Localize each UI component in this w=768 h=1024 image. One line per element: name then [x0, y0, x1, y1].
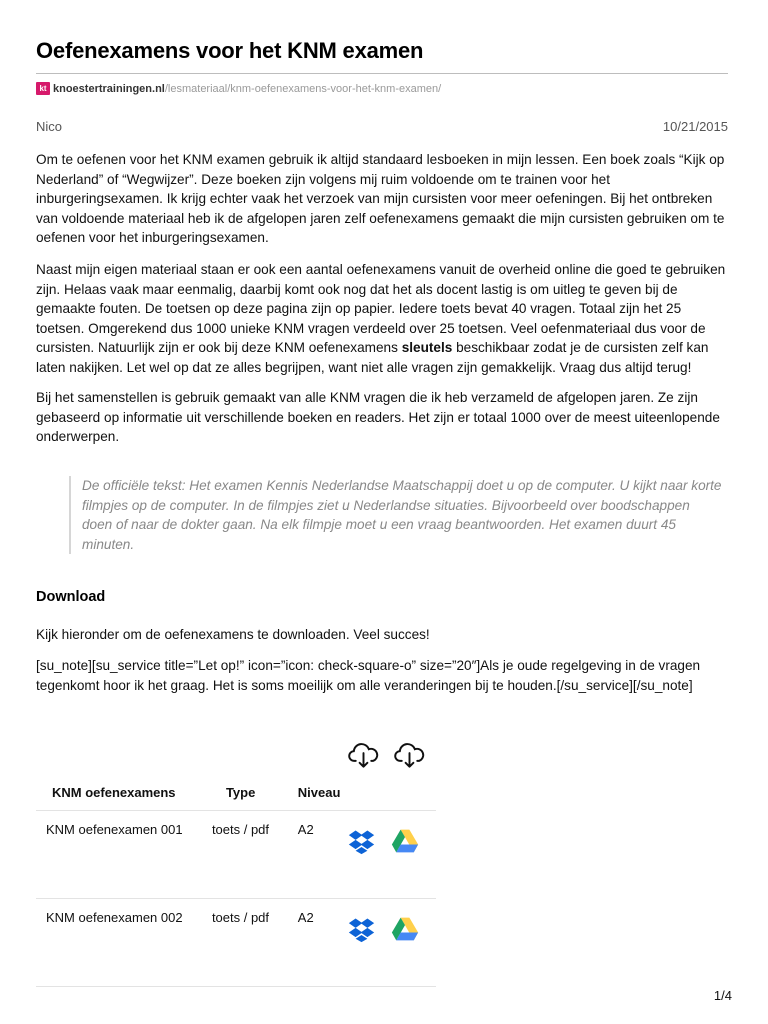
paragraph-intro [36, 150, 728, 248]
row-2-download-links [348, 916, 419, 943]
dropbox-icon[interactable] [348, 828, 375, 855]
title-divider [36, 73, 728, 74]
exam-download-table [36, 736, 436, 987]
paragraph-3 [36, 388, 728, 447]
row-1-download-links [348, 828, 419, 855]
source-path[interactable]: /lesmateriaal/knm-oefenexamens-voor-het-knm-examen/ [164, 82, 442, 95]
site-logo-icon: kt [36, 82, 50, 95]
google-drive-icon[interactable] [391, 828, 419, 854]
column-header-level: Niveau [298, 736, 358, 811]
shortcode-text: [su_note][su_service title=”Let op!” icon=”icon: check-square-o” size=”20″]Als je oude regelgeving in de vragen tegenkomt hoor ik het graag. Het is soms moeilijk om alle veranderingen bij te houden.[/su_service][/su_note] [36, 658, 701, 693]
download-heading: Download [36, 589, 106, 605]
exam-type: toets / pdf [211, 910, 270, 925]
official-text-blockquote: De officiële tekst: Het examen Kennis Nederlandse Maatschappij doet u op de computer. U kijkt naar korte filmpjes op de computer. In de filmpjes ziet u Nederlandse situaties. Bijvoorbeeld over boodschappen doen of naar de dokter gaan. Na elk filmpje moet u een vraag beantwoorden. Het examen duurt 45 minuten. [69, 476, 722, 554]
column-header-downloads [357, 736, 436, 811]
page-number: 1/4 [713, 988, 732, 1003]
download-intro [36, 625, 728, 645]
paragraph-1-text: Om te oefenen voor het KNM examen gebruik ik altijd standaard lesboeken in mijn lessen. Een boek zoals “Kijk op Nederland” of “Wegwijzer”. Deze boeken zijn volgens mij ruim voldoende om te trainen voor het inburgeringsexamen. Ik krijg echter vaak het verzoek van mijn cursisten voor meer oefeningen. Bij het ontbreken van voldoende materiaal heb ik de afgelopen jaren zelf oefenexamens gemaakt die mijn cursisten gebruiken om te oefenen voor het inburgeringsexamen. [36, 152, 725, 245]
paragraph-3-text: Bij het samenstellen is gebruik gemaakt van alle KNM vragen die ik heb verzameld de afgelopen jaren. Ze zijn gebaseerd op informatie uit verschillende boeken en readers. Het zijn er totaal 1000 over de meest uiteenlopende onderwerpen. [36, 390, 720, 444]
exam-type: toets / pdf [211, 822, 270, 837]
exam-name: KNM oefenexamen 001 [46, 822, 183, 837]
shortcode-note [36, 656, 728, 695]
source-url[interactable] [36, 82, 441, 95]
paragraph-2 [36, 260, 728, 377]
page-title: Oefenexamens voor het KNM examen [36, 38, 424, 63]
column-header-type: Type [212, 736, 298, 811]
download-intro-text: Kijk hieronder om de oefenexamens te downloaden. Veel succes! [36, 627, 430, 642]
exam-level: A2 [297, 822, 314, 837]
google-drive-icon[interactable] [391, 916, 419, 942]
paragraph-2-end: beschikbaar zodat je de cursisten zelf kan laten nakijken. Let wel op dat ze alles begrijpen, want niet alle vragen zijn gemakkelijk. Vraag dus altijd terug! [36, 340, 709, 375]
source-domain[interactable]: knoestertrainingen.nl [53, 82, 165, 95]
dropbox-icon[interactable] [348, 916, 375, 943]
keyword-sleutels: sleutels [401, 340, 453, 355]
exam-level: A2 [297, 910, 314, 925]
table-header-row [36, 736, 436, 811]
exam-name: KNM oefenexamen 002 [46, 910, 183, 925]
publish-date: 10/21/2015 [662, 119, 728, 134]
author: Nico [36, 119, 63, 134]
column-header-exams: KNM oefenexamens [36, 736, 212, 811]
paragraph-2-start: Naast mijn eigen materiaal staan er ook een aantal oefenexamens vanuit de overheid online die goed te gebruiken zijn. Helaas vaak maar eenmalig, daarbij komt ook nog dat het als docent lastig is om uitleg te geven bij de gemaakte fouten. De toetsen op deze pagina zijn op papier. Iedere toets bevat 40 vragen. Totaal zijn het 25 toetsen. Omgerekend dus 1000 unieke KNM vragen verdeeld over 25 toetsen. Veel oefenmateriaal dus voor de cursisten. Natuurlijk zijn er ook bij deze KNM oefenexamens [36, 262, 726, 355]
article-meta [36, 119, 728, 134]
